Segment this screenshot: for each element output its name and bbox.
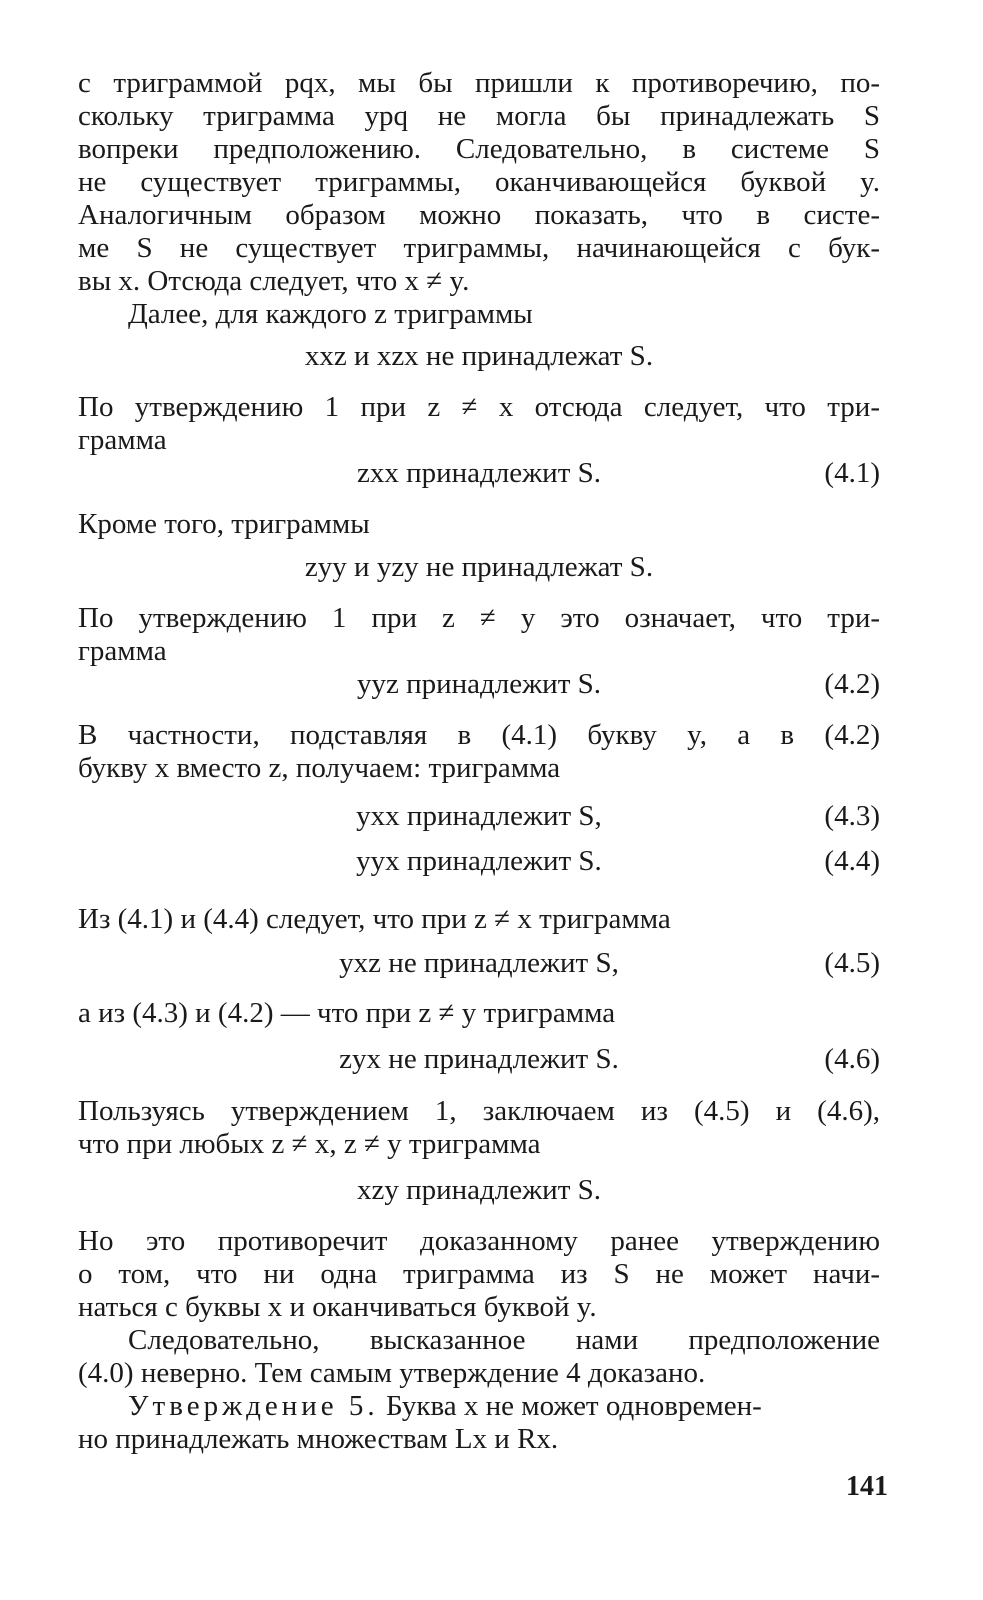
text-line: Аналогичным образом можно показать, что в систе- (78, 199, 880, 231)
text-line: но принадлежать множествам Lx и Rx. (78, 1423, 559, 1455)
formula: xxz и xzx не принадлежат S. (304, 340, 654, 372)
statement-text: Буква x не может одновремен- (378, 1390, 762, 1422)
text-line: букву x вместо z, получаем: триграмма (78, 752, 561, 784)
text-line: а из (4.3) и (4.2) — что при z ≠ y триграмма (78, 997, 616, 1029)
formula-line (78, 946, 880, 980)
formula-line (78, 550, 880, 584)
formula: yyz принадлежит S. (356, 668, 601, 700)
formula: zxx принадлежит S. (356, 457, 601, 489)
text-line: По утверждению 1 при z ≠ x отсюда следует, что три- (78, 391, 880, 423)
text-line: наться с буквы x и оканчиваться буквой y. (78, 1291, 597, 1323)
text-line: ме S не существует триграммы, начинающейся с бук- (78, 232, 880, 264)
text-line: По утверждению 1 при z ≠ y это означает, что три- (78, 602, 880, 634)
formula-line (78, 456, 880, 490)
page-number: 141 (846, 1471, 888, 1502)
formula: zyy и yzy не принадлежат S. (304, 551, 654, 583)
equation-number: (4.1) (824, 457, 880, 489)
formula: yyx принадлежит S. (356, 845, 602, 877)
text-line (128, 1389, 880, 1423)
text-line: вопреки предположению. Следовательно, в системе S (78, 133, 880, 165)
formula-line (78, 1173, 880, 1207)
text-line: Кроме того, триграммы (78, 508, 370, 540)
formula: yxx принадлежит S, (356, 800, 602, 832)
formula-line (78, 844, 880, 878)
text-line: Из (4.1) и (4.4) следует, что при z ≠ x триграмма (78, 903, 671, 935)
text-line: что при любых z ≠ x, z ≠ y триграмма (78, 1128, 541, 1160)
formula-line (78, 667, 880, 701)
text-line: не существует триграммы, оканчивающейся буквой y. (78, 166, 880, 198)
formula: zyx не принадлежит S. (339, 1043, 619, 1075)
text-line: В частности, подставляя в (4.1) букву y, а в (4.2) (78, 719, 880, 751)
formula-line (78, 339, 880, 373)
equation-number: (4.6) (824, 1043, 880, 1075)
formula-line (78, 799, 880, 833)
statement-heading: Утверждение 5. (128, 1390, 379, 1422)
formula: xzy принадлежит S. (356, 1174, 601, 1206)
text-line: Но это противоречит доказанному ранее утверждению (78, 1225, 880, 1257)
text-line: скольку триграмма ypq не могла бы принадлежать S (78, 100, 880, 132)
text-line: Пользуясь утверждением 1, заключаем из (4.5) и (4.6), (78, 1095, 880, 1127)
text-line: Далее, для каждого z триграммы (128, 298, 533, 330)
formula-line (78, 1042, 880, 1076)
text-line: грамма (78, 424, 167, 456)
text-line: с триграммой pqx, мы бы пришли к противоречию, по- (78, 67, 880, 99)
formula: yxz не принадлежит S, (339, 947, 619, 979)
text-line: о том, что ни одна триграмма из S не может начи- (78, 1258, 880, 1290)
text-line: Следовательно, высказанное нами предположение (128, 1324, 880, 1356)
equation-number: (4.5) (824, 947, 880, 979)
text-line: грамма (78, 635, 167, 667)
text-line: вы x. Отсюда следует, что x ≠ y. (78, 265, 470, 297)
text-line: (4.0) неверно. Тем самым утверждение 4 доказано. (78, 1357, 706, 1389)
equation-number: (4.3) (824, 800, 880, 832)
equation-number: (4.4) (824, 845, 880, 877)
equation-number: (4.2) (824, 668, 880, 700)
